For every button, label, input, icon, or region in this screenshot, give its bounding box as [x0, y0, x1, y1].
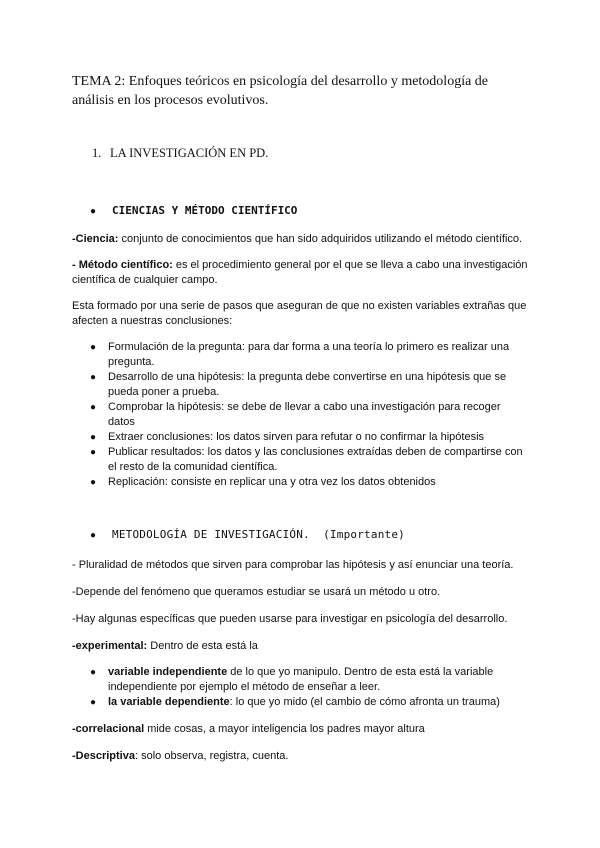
list-item: ● la variable dependiente: lo que yo mido (el cambio de cómo afronta un trauma) — [90, 696, 500, 708]
page-title: TEMA 2: Enfoques teóricos en psicología del desarrollo y metodología de análisis en los procesos evolutivos. — [72, 74, 489, 108]
experimental-label: -experimental: — [72, 640, 148, 652]
descriptiva-label: -Descriptiva — [72, 750, 135, 762]
section-label: LA INVESTIGACIÓN EN PD. — [110, 146, 269, 160]
bullet-icon: ● — [90, 206, 97, 217]
list-item: ● Extraer conclusiones: los datos sirven para refutar o no confirmar la hipótesis — [90, 431, 485, 443]
descriptiva-line — [72, 749, 532, 764]
correlacional-line — [72, 722, 532, 737]
experimental-line — [72, 639, 532, 654]
ciencia-text: conjunto de conocimientos que han sido adquiridos utilizando el método científico. — [118, 233, 523, 245]
bullet-icon: ● — [90, 372, 97, 383]
list-item: ● Comprobar la hipótesis: se debe de llevar a cabo una investigación para recoger datos — [90, 401, 501, 428]
ciencia-label: -Ciencia: — [72, 233, 119, 245]
list-item: ● Replicación: consiste en replicar una y otra vez los datos obtenidos — [90, 476, 436, 488]
bullet-icon: ● — [90, 342, 97, 353]
metodo-label: - Método científico: — [72, 259, 173, 271]
bullet-icon: ● — [90, 530, 97, 541]
metodologia-heading — [90, 528, 405, 541]
metodologia-p3: -Hay algunas específicas que pueden usarse para investigar en psicología del desarrollo. — [72, 613, 508, 625]
pasos-list — [90, 340, 530, 490]
bullet-icon: ● — [90, 697, 97, 708]
bullet-icon: ● — [90, 447, 97, 458]
section-heading-1 — [92, 146, 268, 161]
section-number: 1. — [92, 146, 102, 160]
variables-list — [90, 665, 530, 710]
correlacional-text: mide cosas, a mayor inteligencia los padres mayor altura — [144, 723, 425, 735]
metodo-definition — [72, 258, 532, 288]
list-item: ● Formulación de la pregunta: para dar forma a una teoría lo primero es realizar una pregunta. — [90, 341, 510, 368]
metodo-text: es el procedimiento general por el que se lleva a cabo una investigación científica de cualquier campo. — [72, 259, 528, 286]
importante-note: (Importante) — [323, 528, 405, 541]
metodologia-p1: - Pluralidad de métodos que sirven para comprobar las hipótesis y así enunciar una teoría. — [72, 559, 514, 571]
ciencias-heading-text: CIENCIAS Y MÉTODO CIENTÍFICO — [112, 204, 298, 217]
list-item: ● Publicar resultados: los datos y las conclusiones extraídas deben de compartirse con el resto de la comunidad científica. — [90, 446, 523, 473]
bullet-icon: ● — [90, 402, 97, 413]
bullet-icon: ● — [90, 667, 97, 678]
correlacional-label: -correlacional — [72, 723, 145, 735]
metodologia-heading-text: METODOLOGÍA DE INVESTIGACIÓN. — [112, 528, 310, 541]
ciencia-definition — [72, 232, 532, 247]
bullet-icon: ● — [90, 477, 97, 488]
list-item: ● variable independiente de lo que yo manipulo. Dentro de esta está la variable independiente por ejemplo el método de enseñar a leer. — [90, 666, 494, 693]
bullet-icon: ● — [90, 432, 97, 443]
experimental-text: Dentro de esta está la — [147, 640, 258, 652]
metodologia-p2: -Depende del fenómeno que queramos estudiar se usará un método u otro. — [72, 586, 441, 598]
list-item: ● Desarrollo de una hipótesis: la pregunta debe convertirse en una hipótesis que se pueda poner a prueba. — [90, 371, 507, 398]
ciencias-heading — [90, 204, 297, 217]
descriptiva-text: : solo observa, registra, cuenta. — [134, 750, 289, 762]
pasos-intro: Esta formado por una serie de pasos que aseguran de que no existen variables extrañas que afecten a nuestras conclusiones: — [72, 300, 527, 327]
